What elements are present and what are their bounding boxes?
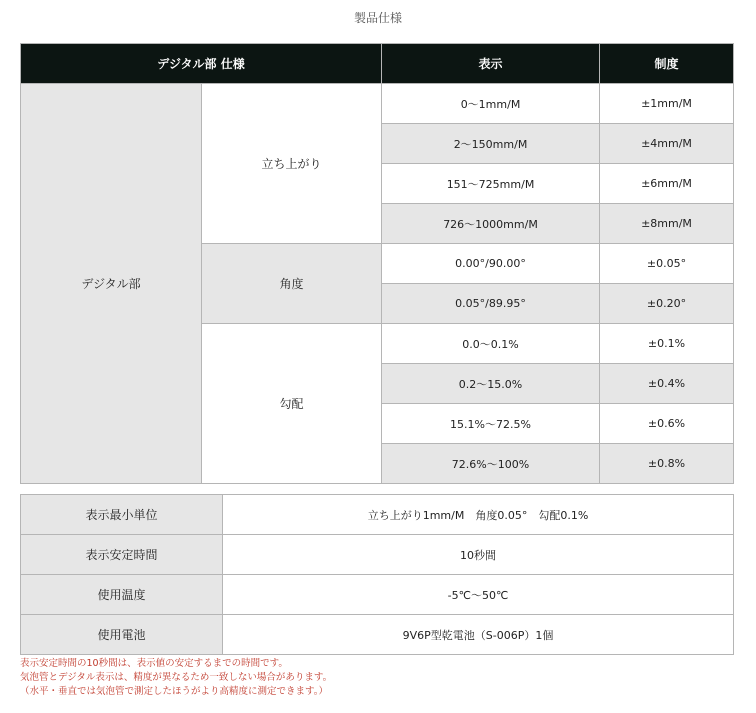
info-value: 立ち上がり1mm/M 角度0.05° 勾配0.1% — [223, 495, 734, 535]
display-value: 0.2～15.0% — [382, 364, 600, 404]
info-label: 表示安定時間 — [21, 535, 223, 575]
table-row — [21, 84, 734, 124]
info-label: 表示最小単位 — [21, 495, 223, 535]
info-value: 9V6P型乾電池（S-006P）1個 — [223, 615, 734, 655]
general-spec-table — [20, 494, 734, 655]
table-row — [21, 615, 734, 655]
display-value: 0.05°/89.95° — [382, 284, 600, 324]
display-value: 151～725mm/M — [382, 164, 600, 204]
display-value: 0.0～0.1% — [382, 324, 600, 364]
header-spec: デジタル部 仕様 — [21, 44, 382, 84]
header-display: 表示 — [382, 44, 600, 84]
group-angle: 角度 — [202, 244, 382, 324]
note-line: （水平・垂直では気泡管で測定したほうがより高精度に測定できます。） — [20, 686, 328, 697]
precision-value: ±0.1% — [600, 324, 734, 364]
precision-value: ±0.05° — [600, 244, 734, 284]
table-header-row — [21, 44, 734, 84]
precision-value: ±6mm/M — [600, 164, 734, 204]
table-row — [21, 575, 734, 615]
precision-value: ±0.4% — [600, 364, 734, 404]
precision-value: ±0.20° — [600, 284, 734, 324]
info-value: -5℃～50℃ — [223, 575, 734, 615]
display-value: 0～1mm/M — [382, 84, 600, 124]
display-value: 0.00°/90.00° — [382, 244, 600, 284]
precision-value: ±0.6% — [600, 404, 734, 444]
table-row — [21, 495, 734, 535]
group-slope: 勾配 — [202, 324, 382, 484]
digital-spec-table — [20, 43, 734, 484]
display-value: 726～1000mm/M — [382, 204, 600, 244]
precision-value: ±0.8% — [600, 444, 734, 484]
display-value: 2～150mm/M — [382, 124, 600, 164]
header-precision: 制度 — [600, 44, 734, 84]
group-rise: 立ち上がり — [202, 84, 382, 244]
display-value: 15.1%～72.5% — [382, 404, 600, 444]
info-label: 使用電池 — [21, 615, 223, 655]
precision-value: ±4mm/M — [600, 124, 734, 164]
note-line: 気泡管とデジタル表示は、精度が異なるため一致しない場合があります。 — [20, 672, 333, 683]
info-value: 10秒間 — [223, 535, 734, 575]
precision-value: ±8mm/M — [600, 204, 734, 244]
precision-value: ±1mm/M — [600, 84, 734, 124]
page-title: 製品仕様 — [353, 11, 402, 25]
notes — [20, 657, 740, 699]
display-value: 72.6%～100% — [382, 444, 600, 484]
table-row — [21, 535, 734, 575]
category-digital: デジタル部 — [21, 84, 202, 484]
note-line: 表示安定時間の10秒間は、表示値の安定するまでの時間です。 — [20, 658, 288, 669]
info-label: 使用温度 — [21, 575, 223, 615]
